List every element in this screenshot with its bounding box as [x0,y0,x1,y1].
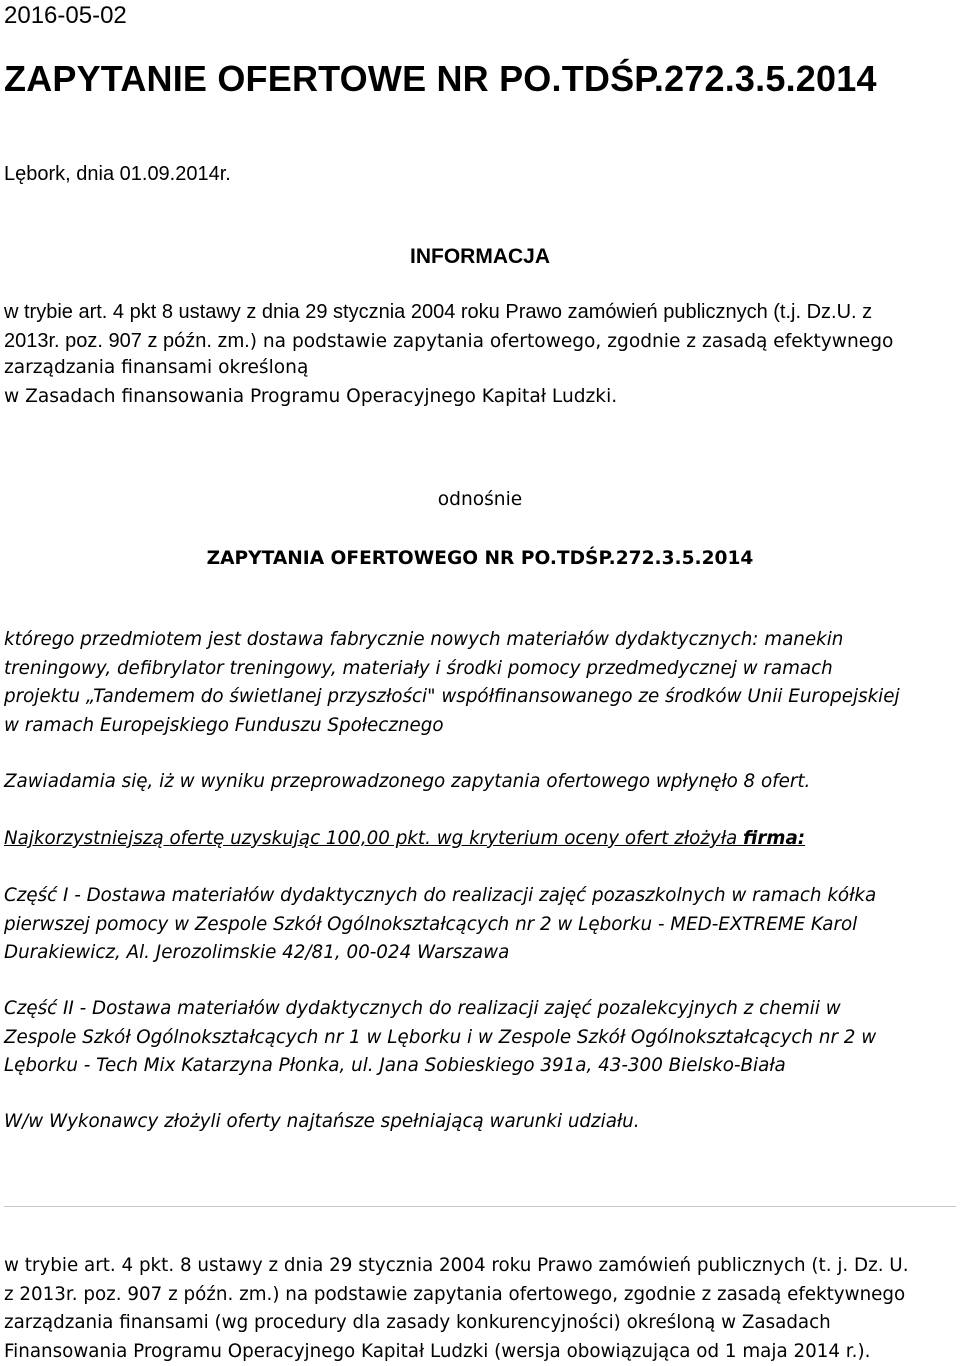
part-1-paragraph [4,882,876,968]
regarding-label: odnośnie [0,489,960,510]
place-and-date: Lębork, dnia 01.09.2014r. [4,163,231,186]
footer-line-1: w trybie art. 4 pkt. 8 ustawy z dnia 29 stycznia 2004 roku Prawo zamówień publicznych (t. j. Dz. U. [4,1252,909,1281]
intro-line-3: zarządzania finansami określoną [4,354,617,383]
subject-paragraph [4,626,900,740]
subject-line-3: projektu „Tandemem do świetlanej przyszłości" współfinansowanego ze środków Unii Europejskiej [4,683,900,712]
section-divider [4,1206,956,1207]
document-date: 2016-05-02 [4,2,127,30]
part-2-line-3: Lęborku - Tech Mix Katarzyna Płonka, ul. Jana Sobieskiego 391a, 43-300 Bielsko-Biała [4,1052,876,1081]
notice-text: Zawiadamia się, iż w wyniku przeprowadzonego zapytania ofertowego wpłynęło 8 ofert. [4,768,810,797]
part-2-paragraph [4,995,876,1081]
intro-line-4: w Zasadach finansowania Programu Operacyjnego Kapitał Ludzki. [4,383,617,412]
footer-line-3: zarządzania finansami (wg procedury dla zasady konkurencyjności) określoną w Zasadach [4,1309,909,1338]
info-heading: INFORMACJA [0,245,960,269]
intro-line-2-part-a: 2013r. poz. 907 z późn. zm. [4,330,250,352]
footer-line-4: Finansowania Programu Operacyjnego Kapitał Ludzki (wersja obowiązująca od 1 maja 2014 r.). [4,1338,909,1366]
part-1-line-2: pierwszej pomocy w Zespole Szkół Ogólnokształcących nr 2 w Lęborku - MED-EXTREME Karol [4,911,876,940]
subject-line-2: treningowy, defibrylator treningowy, materiały i środki pomocy przedmedycznej w ramach [4,655,900,684]
best-offer-line [4,825,805,854]
part-2-line-1: Część II - Dostawa materiałów dydaktycznych do realizacji zajęć pozalekcyjnych z chemii w [4,995,876,1024]
part-1-line-1: Część I - Dostawa materiałów dydaktycznych do realizacji zajęć pozaszkolnych w ramach kółka [4,882,876,911]
best-offer-criteria: wg kryterium oceny ofert złożyła [431,828,743,849]
part-1-line-3: Durakiewicz, Al. Jerozolimskie 42/81, 00-024 Warszawa [4,939,876,968]
subject-line-4: w ramach Europejskiego Funduszu Społecznego [4,712,900,741]
best-offer-score: Najkorzystniejszą ofertę uzyskując 100,00 pkt. [4,828,431,849]
footer-line-2: z 2013r. poz. 907 z późn. zm.) na podstawie zapytania ofertowego, zgodnie z zasadą efektywnego [4,1281,909,1310]
intro-continued [4,354,617,411]
best-offer-company-label: firma: [743,828,805,849]
document-title: ZAPYTANIE OFERTOWE NR PO.TDŚP.272.3.5.2014 [4,58,877,100]
footer-paragraph [4,1252,909,1366]
contractors-statement: W/w Wykonawcy złożyli oferty najtańsze spełniającą warunki udziału. [4,1108,640,1137]
part-2-line-2: Zespole Szkół Ogólnokształcących nr 1 w Lęborku i w Zespole Szkół Ogólnokształcących nr 2 w [4,1024,876,1053]
intro-line-2 [4,327,954,357]
regarding-title: ZAPYTANIA OFERTOWEGO NR PO.TDŚP.272.3.5.2014 [0,548,960,569]
subject-line-1: którego przedmiotem jest dostawa fabrycznie nowych materiałów dydaktycznych: manekin [4,626,900,655]
intro-line-1: w trybie art. 4 pkt 8 ustawy z dnia 29 stycznia 2004 roku Prawo zamówień publicznych (t.j. Dz.U. z [4,298,954,327]
intro-paragraph [4,298,954,356]
intro-line-2-part-b: ) na podstawie zapytania ofertowego, zgodnie z zasadą efektywnego [250,331,894,352]
